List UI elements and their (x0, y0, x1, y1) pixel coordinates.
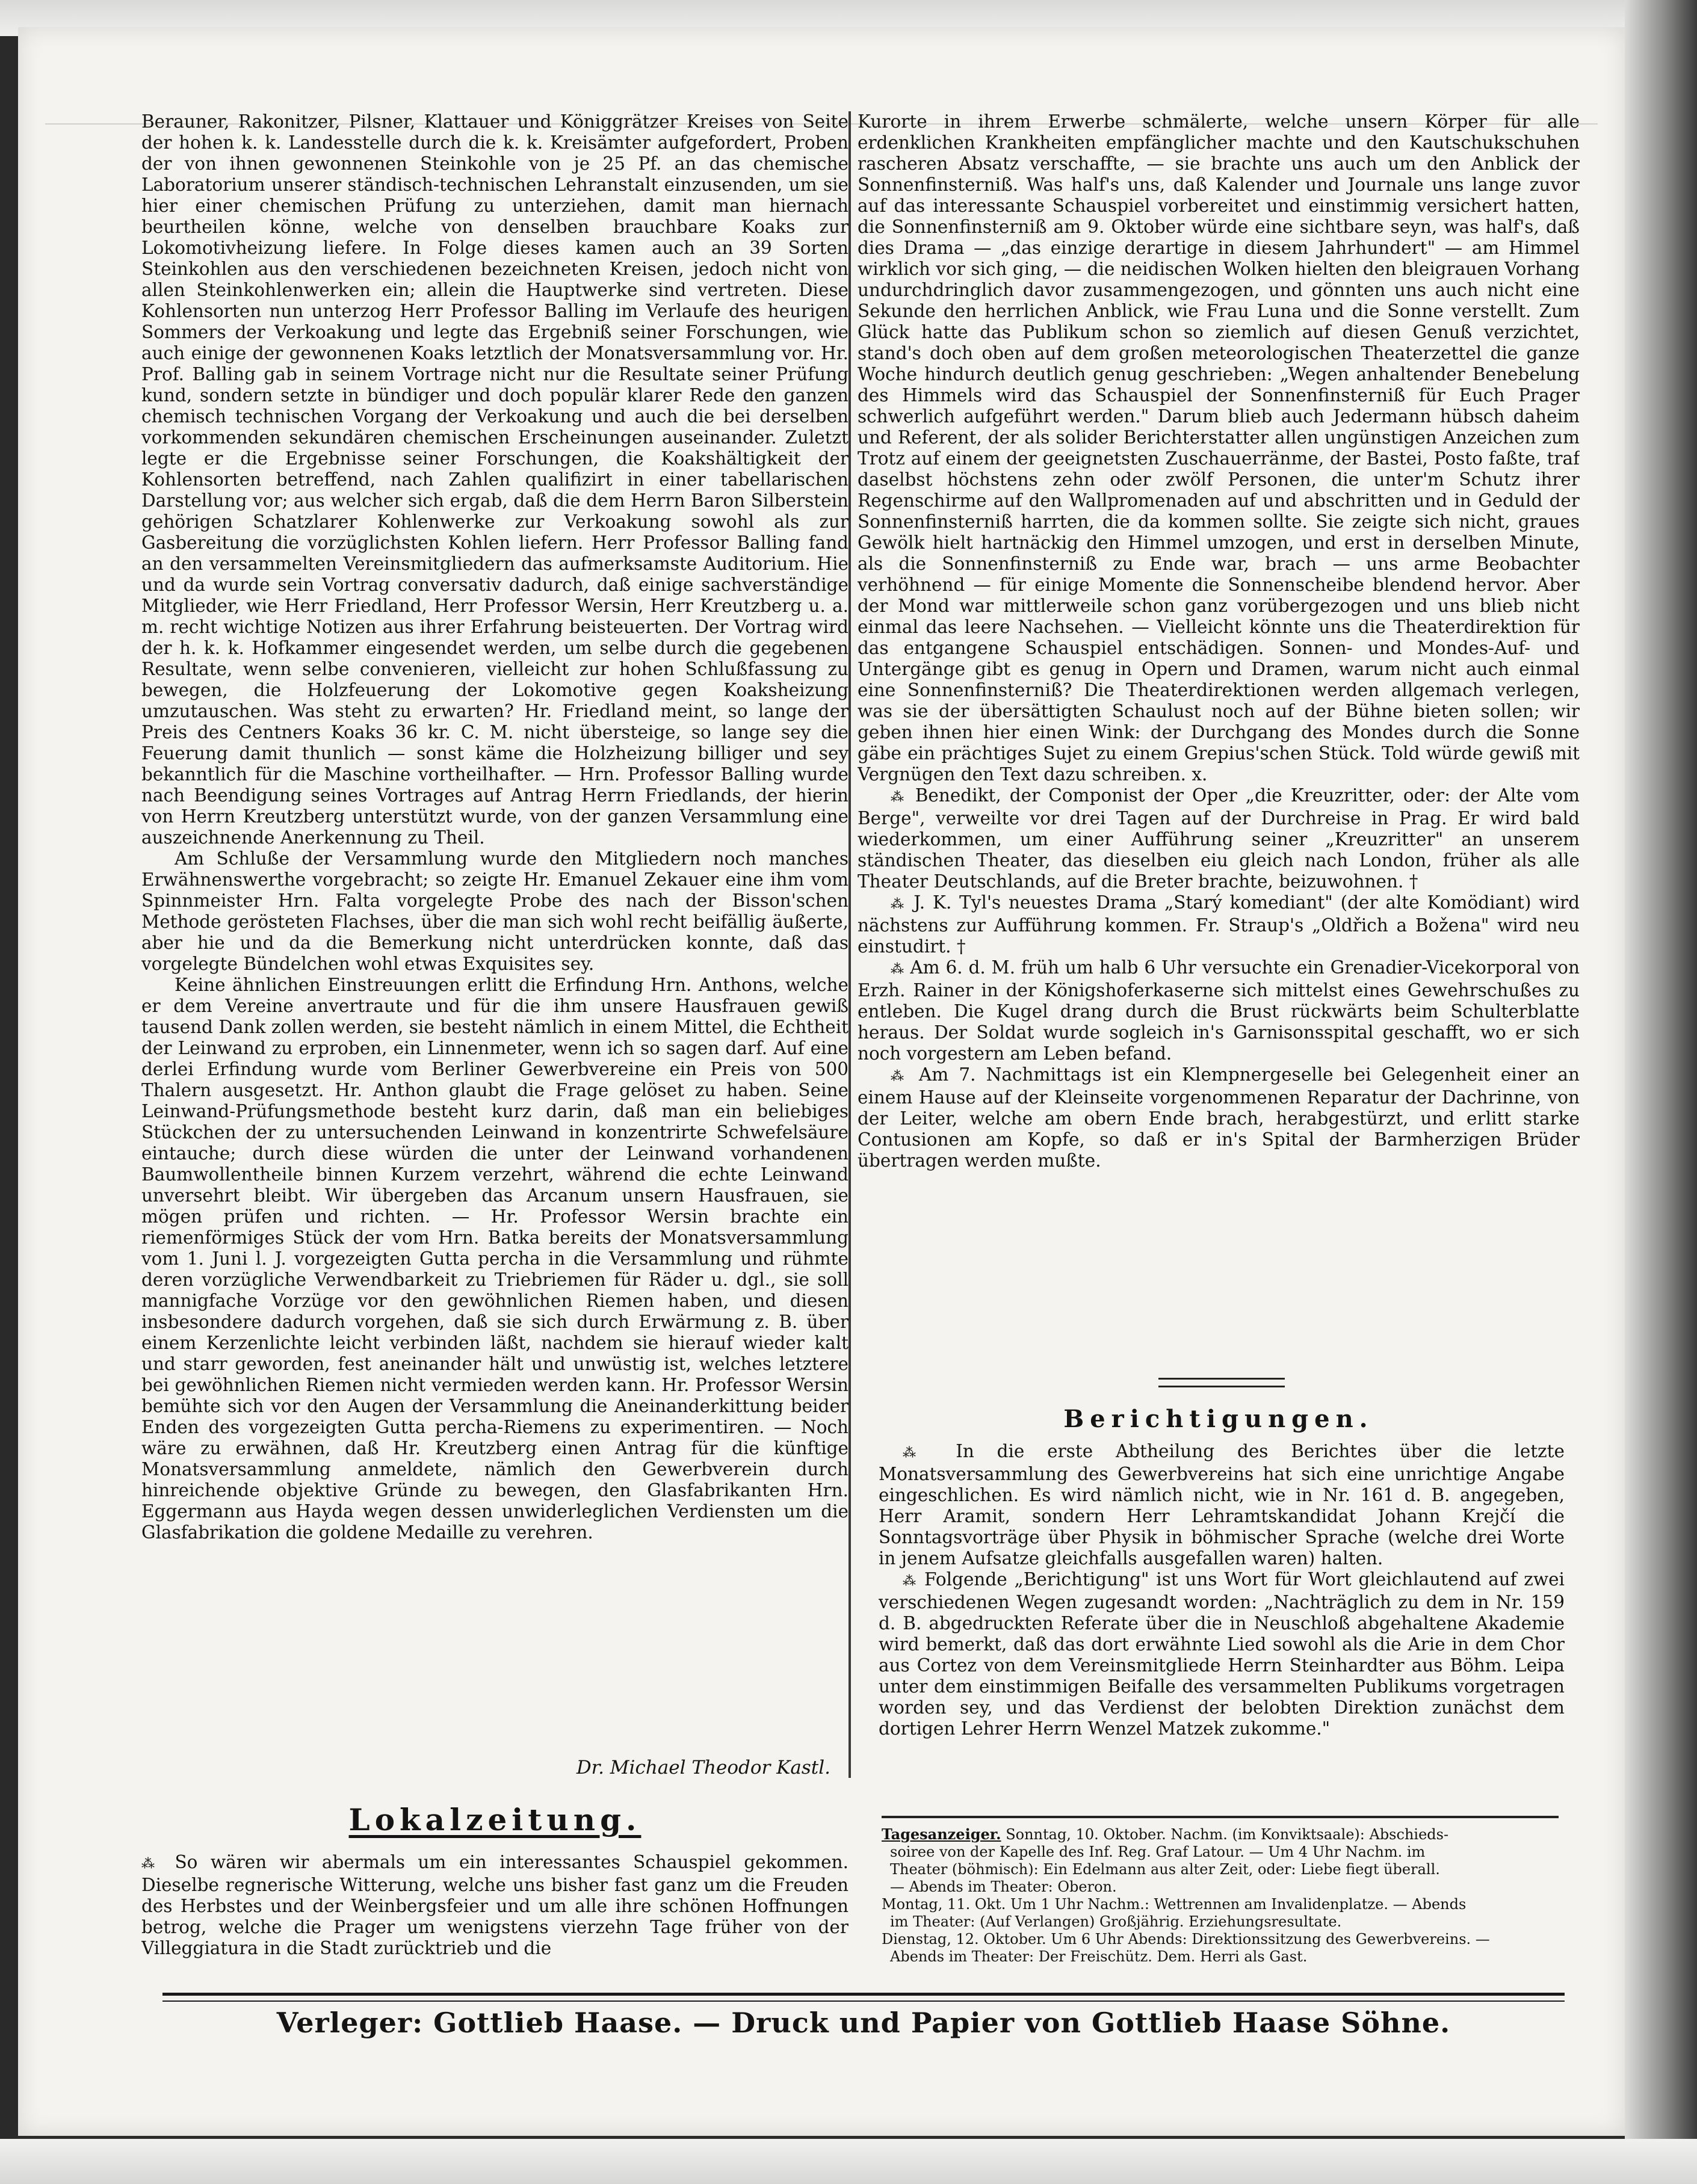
tagesanzeiger-box (882, 1816, 1559, 1982)
section-ornament-rule (1158, 1378, 1285, 1387)
asterism-icon: ⁂ (891, 790, 907, 805)
left-paragraph-1: Berauner, Rakonitzer, Pilsner, Klattauer und Königgrätzer Kreises von Seite der hohen k. k. Landesstelle durch die k. k. Kreisämter aufgefordert, Proben der von ihnen gewonnenen Steinkohle von je 25 Pf. an das chemische Laboratorium unserer ständisch-technischen Lehranstalt einzusenden, um sie hier einer chemischen Prüfung zu unterziehen, damit man hiernach beurtheilen könne, welche von denselben brauchbare Koaks zur Lokomotivheizung liefere. In Folge dieses kamen auch an 39 Sorten Steinkohlen aus den verschiedenen bezeichneten Kreisen, jedoch nicht von allen Steinkohlenwerken ein; allein die Hauptwerke sind vertreten. Diese Kohlensorten nun unterzog Herr Professor Balling im Verlaufe des heurigen Sommers der Verkoakung und legte das Ergebniß seiner Forschungen, wie auch einige der gewonnenen Koaks letztlich der Monatsversammlung vor. Hr. Prof. Balling gab in seinem Vortrage nicht nur die Resultate seiner Prüfung kund, sondern setzte in bündiger und doch populär klarer Rede den ganzen chemisch technischen Vorgang der Verkoakung und auch die bei derselben vorkommenden sekundären chemischen Erscheinungen auseinander. Zuletzt legte er die Ergebnisse seiner Forschungen, die Koakshältigkeit der Kohlensorten betreffend, nach Zahlen qualifizirt in einer tabellarischen Darstellung vor; aus welcher sich ergab, daß die dem Herrn Baron Silberstein gehörigen Schatzlarer Kohlenwerke zur Verkoakung sowohl als zur Gasbereitung die vorzüglichsten Kohlen liefern. Herr Professor Balling fand an den versammelten Vereinsmitgliedern das aufmerksamste Auditorium. Hie und da wurde sein Vortrag conversativ dadurch, daß einige sachverständige Mitglieder, wie Herr Friedland, Herr Professor Wersin, Herr Kreutzberg u. a. m. recht wichtige Notizen aus ihrer Erfahrung beisteuerten. Der Vortrag wird der h. k. k. Hofkammer eingesendet werden, um selbe durch die gegebenen Resultate, wenn selbe convenieren, vielleicht zur hohen Schlußfassung zu bewegen, die Holzfeuerung der Lokomotive gegen Koaksheizung umzutauschen. Was steht zu erwarten? Hr. Friedland meint, so lange der Preis des Centners Koaks 36 kr. C. M. nicht übersteige, so lange sey die Feuerung damit thunlich — sonst käme die Holzheizung billiger und sey bekanntlich für die Maschine vortheilhafter. — Hrn. Professor Balling wurde nach Beendigung seines Vortrages auf Antrag Herrn Friedlands, der hierin von Herrn Kreutzberg unterstützt wurde, von der ganzen Versammlung eine auszeichnende Anerkennung zu Theil. (141, 111, 848, 848)
left-paragraph-2: Am Schluße der Versammlung wurde den Mitgliedern noch manches Erwähnenswerthe vorgebracht; so zeigte Hr. Emanuel Zekauer eine ihm vom Spinnmeister Hrn. Falta vorgelegte Probe des nach der Bisson'schen Methode gerösteten Flachses, über die man sich wohl recht beifällig äußerte, aber hie und da die Bemerkung nicht unterdrücken konnte, daß das vorgelegte Bündelchen wohl etwas Exquisites sey. (141, 848, 848, 974)
scan-margin-right (1625, 0, 1697, 2184)
tagesanzeiger-line-8: Abends im Theater: Der Freischütz. Dem. Herri als Gast. (890, 1948, 1308, 1965)
publisher-imprint: Verleger: Gottlieb Haase. — Druck und Papier von Gottlieb Haase Söhne. (276, 2007, 1451, 2039)
asterism-icon: ⁂ (891, 897, 906, 912)
tagesanzeiger-line-3: Theater (böhmisch): Ein Edelmann aus alter Zeit, oder: Liebe fiegt überall. (890, 1861, 1440, 1878)
tagesanzeiger-line-5: Montag, 11. Okt. Um 1 Uhr Nachm.: Wettrennen am Invalidenplatze. — Abends (882, 1896, 1467, 1913)
lokalzeitung-paragraph: So wären wir abermals um ein interessantes Schauspiel gekommen. Dieselbe regnerische Witterung, welche uns bisher fast ganz um die Freuden des Herbstes und der Weinbergsfeier und um alle ihre schönen Hoffnungen betrog, welche die Prager um wenigstens vierzehn Tage früher von der Villeggiatura in die Stadt zurücktrieb und die (141, 1852, 848, 1958)
asterism-icon: ⁂ (903, 1574, 918, 1589)
section-title-lokalzeitung: Lokalzeitung. (348, 1802, 641, 1837)
right-paragraph-eclipse: Kurorte in ihrem Erwerbe schmälerte, welche unsern Körper für alle erdenklichen Krankheiten empfänglicher machte und den Kautschukschuhen rascheren Absatz verschaffte, — sie brachte uns auch um den Anblick der Sonnenfinsterniß. Was half's uns, daß Kalender und Journale uns lange zuvor auf das interessante Schauspiel vorbereitet und einstimmig versichert hatten, die Sonnenfinsterniß am 9. Oktober würde eine sichtbare seyn, was half's, daß dies Drama — „das einzige derartige in diesem Jahrhundert" — am Himmel wirklich vor sich ging, — die neidischen Wolken hielten den bleigrauen Vorhang undurchdringlich davor zusammengezogen, und gönnten uns auch nicht eine Sekunde den herrlichen Anblick, wie Frau Luna und die Sonne verstellt. Zum Glück hatte das Publikum schon so ziemlich auf diesen Genuß verzichtet, stand's doch oben auf dem großen meteorologischen Theaterzettel die ganze Woche hindurch deutlich genug geschrieben: „Wegen anhaltender Benebelung des Himmels wird das Schauspiel der Sonnenfinsterniß für Euch Prager schwerlich aufgeführt werden." Darum blieb auch Jedermann hübsch daheim und Referent, der als solider Berichterstatter allen ungünstigen Anzeichen zum Trotz auf einem der geeignetsten Zuschauerränme, der Bastei, Posto faßte, traf daselbst höchstens zehn oder zwölf Personen, die unter'm Schutz ihrer Regenschirme auf den Wallpromenaden auf und abschritten und in Geduld der Sonnenfinsterniß harrten, die da kommen sollte. Sie zeigte sich nicht, graues Gewölk hielt hartnäckig den Himmel umzogen, und erst in derselben Minute, als die Sonnenfinsterniß zu Ende war, brach — uns arme Beobachter verhöhnend — für einige Momente die Sonnenscheibe blendend hervor. Aber der Mond war mittlerweile schon ganz vorübergezogen und uns blieb nicht einmal das leere Nachsehen. — Vielleicht könnte uns die Theaterdirektion für das entgangene Schauspiel entschädigen. Sonnen- und Mondes-Auf- und Untergänge gibt es genug in Opern und Dramen, warum nicht auch einmal eine Sonnenfinsterniß? Die Theaterdirektionen werden allgemach verlegen, was sie der übersättigten Schaulust noch auf der Bühne bieten sollen; wir geben ihnen hier einen Wink: der Durchgang des Mondes durch die Sonne gäbe ein prächtiges Sujet zu einem Grepius'schen Stück. Told würde gewiß mit Vergnügen den Text dazu schreiben. x. (858, 111, 1580, 785)
berichtigung-2 (879, 1569, 1565, 1739)
scan-margin-bottom (0, 2139, 1697, 2184)
asterism-icon: ⁂ (903, 1446, 933, 1461)
left-paragraph-3: Keine ähnlichen Einstreuungen erlitt die Erfindung Hrn. Anthons, welche er dem Vereine anvertraute und für die ihm unsere Hausfrauen gewiß tausend Dank zollen werden, sie besteht nämlich in einem Mittel, die Echtheit der Leinwand zu erproben, ein Linnenmeter, wenn ich so sagen darf. Auf eine derlei Erfindung wurde vom Berliner Gewerbvereine ein Preis von 500 Thalern ausgesetzt. Hr. Anthon glaubt die Frage gelöset zu haben. Seine Leinwand-Prüfungsmethode besteht kurz darin, daß man ein beliebiges Stückchen der zu untersuchenden Leinwand in konzentrirte Schwefelsäure eintauche; durch diese würden die unter der Leinwand vorhandenen Baumwollentheile binnen Kurzem verzehrt, während die echte Leinwand unversehrt bleibt. Wir übergeben das Arcanum unsern Hausfrauen, sie mögen prüfen und richten. — Hr. Professor Wersin brachte ein riemenförmiges Stück der vom Hrn. Batka bereits der Monatsversammlung vom 1. Juni l. J. vorgezeigten Gutta percha in die Versammlung und rühmte deren vorzügliche Verwendbarkeit zu Triebriemen für Räder u. dgl., sie soll mannigfache Vorzüge vor den gewöhnlichen Riemen haben, und diesen insbesondere dadurch vorgehen, daß sie sich durch Erwärmung z. B. über einem Kerzenlichte leicht verbinden läßt, nachdem sie hierauf wieder kalt und starr geworden, fest aneinander hält und unwüstig ist, welches letztere bei gewöhnlichen Riemen nicht vermieden werden kann. Hr. Professor Wersin bemühte sich vor den Augen der Versammlung die Aneinanderkittung beider Enden des vorgezeigten Gutta percha-Riemens zu experimentiren. — Noch wäre zu erwähnen, daß Hr. Kreutzberg einen Antrag für die künftige Monatsversammlung anmeldete, nämlich den Gewerbverein durch hinreichende objektive Gründe zu bewegen, den Glasfabrikanten Hrn. Eggermann aus Hayda wegen dessen unwiderleglichen Verdiensten um die Glasfabrikation die goldene Medaille zu verehren. (141, 975, 848, 1543)
footer-rule (162, 1993, 1565, 2002)
tagesanzeiger-entry: Sonntag, 10. Oktober. Nachm. (im Konviktsaale): Abschieds- (1006, 1826, 1449, 1843)
berichtigung-1 (879, 1441, 1565, 1569)
left-column (141, 111, 848, 1814)
asterism-icon: ⁂ (891, 962, 904, 977)
right-paragraph-klempner (858, 1064, 1580, 1171)
right-paragraph-klempner-text: Am 7. Nachmittags ist ein Klempnergeselle bei Gelegenheit einer an einem Hause auf der Kleinseite vorgenommenen Reparatur der Dachrinne, von der Leiter, welche am obern Ende brach, herabgestürzt, und erlitt starke Contusionen am Kopfe, so daß er in's Spital der Barmherzigen Brüder übertragen werden mußte. (858, 1064, 1580, 1171)
tagesanzeiger-line-1 (882, 1825, 1559, 1843)
right-paragraph-benedikt (858, 785, 1580, 892)
asterism-icon: ⁂ (891, 1069, 909, 1084)
tagesanzeiger-line-6: im Theater: (Auf Verlangen) Großjährig. Erziehungsresultate. (890, 1913, 1342, 1930)
right-column (858, 111, 1580, 1369)
author-signature: Dr. Michael Theodor Kastl. (576, 1757, 830, 1778)
lokalzeitung-text (141, 1852, 848, 1978)
berichtigung-2-text: Folgende „Berichtigung" ist uns Wort für Wort gleichlautend auf zwei verschiedenen Wegen zugesandt worden: „Nachträglich zu dem in Nr. 159 d. B. abgedruckten Referate über die in Neuschloß abgehaltene Akademie wird bemerkt, daß das dort erwähnte Lied sowohl als die Arie in dem Chor aus Cortez von dem Vereinsmitgliede Herrn Steinhardter aus Böhm. Leipa unter dem einstimmigen Beifalle des versammelten Publikums vorgetragen worden sey, und das Verdienst der belobten Direktion zunächst dem dortigen Lehrer Herrn Wenzel Matzek zukomme." (879, 1569, 1565, 1739)
asterism-icon: ⁂ (141, 1857, 162, 1872)
tagesanzeiger-line-4: — Abends im Theater: Oberon. (890, 1878, 1117, 1895)
right-paragraph-tyl-text: J. K. Tyl's neuestes Drama „Starý komediant" (der alte Komödiant) wird nächstens zur Aufführung kommen. Fr. Straup's „Oldřich a Božena" wird neu einstudirt. † (858, 892, 1580, 957)
right-paragraph-tyl (858, 892, 1580, 957)
section-title-berichtigungen: Berichtigungen. (1063, 1405, 1374, 1433)
right-paragraph-grenadier (858, 957, 1580, 1064)
right-paragraph-grenadier-text: Am 6. d. M. früh um halb 6 Uhr versuchte ein Grenadier-Vicekorporal von Erzh. Rainer in der Königshoferkaserne sich mittelst eines Gewehrschußes zu entleben. Die Kugel drang durch die Brust rückwärts beim Schulterblatte heraus. Der Soldat wurde sogleich in's Garnisonsspital geschafft, wo er sich noch vorgestern am Leben befand. (858, 957, 1580, 1064)
berichtigungen-text (879, 1441, 1565, 1766)
right-paragraph-benedikt-text: Benedikt, der Componist der Oper „die Kreuzritter, oder: der Alte vom Berge", verweilte vor drei Tagen auf der Durchreise in Prag. Er wird bald wiederkommen, um einer Aufführung seiner „Kreuzritter" an unserem ständischen Theater, das dieselben eiu gleich nach London, früher als alle Theater Deutschlands, auf die Breter brachte, beizuwohnen. † (858, 785, 1580, 892)
tagesanzeiger-line-2: soiree von der Kapelle des Inf. Reg. Graf Latour. — Um 4 Uhr Nachm. im (890, 1843, 1426, 1860)
tagesanzeiger-label: Tagesanzeiger. (882, 1825, 1001, 1843)
column-divider (848, 111, 851, 1778)
tagesanzeiger-line-7: Dienstag, 12. Oktober. Um 6 Uhr Abends: Direktionssitzung des Gewerbvereins. — (882, 1931, 1490, 1948)
berichtigung-1-text: In die erste Abtheilung des Berichtes über die letzte Monatsversammlung des Gewerbvereins hat sich eine unrichtige Angabe eingeschlichen. Es wird nämlich nicht, wie in Nr. 161 d. B. angegeben, Herr Aramit, sondern Herr Lehramtskandidat Johann Krejčí die Sonntagsvorträge über Physik in böhmischer Sprache (welche drei Worte in jenem Aufsatze gleichfalls ausgefallen waren) halten. (879, 1441, 1565, 1569)
